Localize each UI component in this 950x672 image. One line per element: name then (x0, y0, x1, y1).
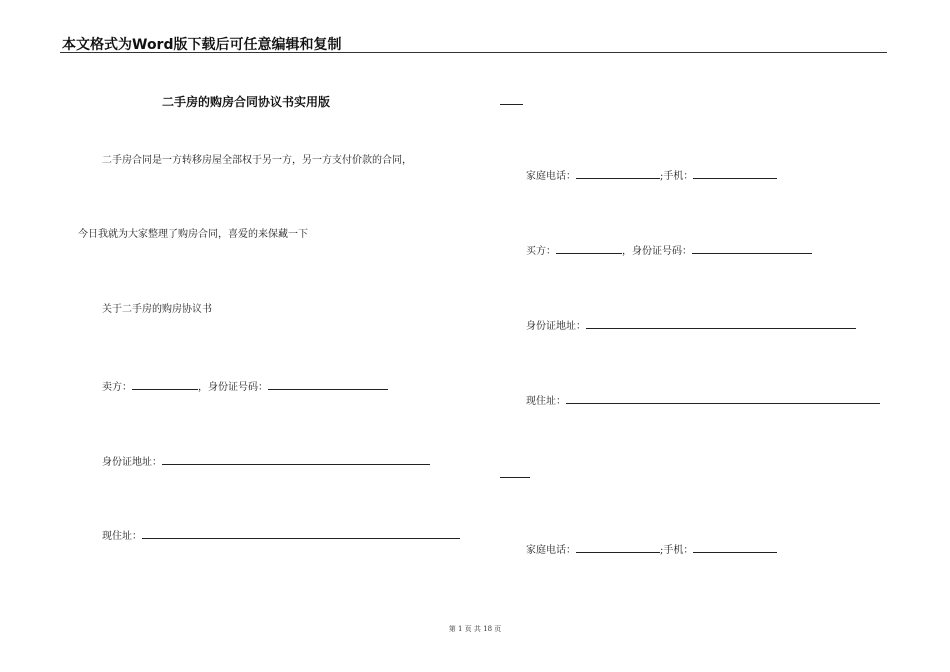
seller-id-address-label: 身份证地址： (102, 457, 162, 468)
buyer-id-address-row (526, 318, 856, 333)
page-total: 18 (483, 625, 493, 633)
mobile-label-2: ;手机： (660, 545, 694, 556)
home-phone-label-2: 家庭电话： (526, 545, 576, 556)
page-prefix: 第 (448, 625, 456, 633)
buyer-name-blank[interactable] (556, 243, 622, 254)
short-rule-top (500, 104, 523, 105)
header-title: 本文格式为Word版下载后可任意编辑和复制 (62, 37, 342, 53)
intro-line-1: 二手房合同是一方转移房屋全部权于另一方，另一方支付价款的合同， (102, 155, 412, 166)
buyer-current-address-blank[interactable] (566, 393, 880, 404)
seller-label: 卖方： (102, 382, 132, 393)
buyer-label: 买方： (526, 246, 556, 257)
mobile-blank-2[interactable] (693, 542, 777, 553)
buyer-row (526, 243, 812, 258)
seller-id-address-row (102, 454, 430, 469)
seller-current-address-label: 现住址： (102, 531, 142, 542)
buyer-id-address-label: 身份证地址： (526, 321, 586, 332)
buyer-id-blank[interactable] (692, 243, 812, 254)
seller-current-address-blank[interactable] (142, 528, 460, 539)
document-title: 二手房的购房合同协议书实用版 (162, 95, 331, 109)
mobile-blank-1[interactable] (693, 168, 777, 179)
seller-current-address-row (102, 528, 460, 543)
header-rule (60, 52, 887, 53)
home-phone-row-1 (526, 168, 777, 183)
page-footer (0, 624, 950, 634)
buyer-id-address-blank[interactable] (586, 318, 856, 329)
buyer-id-label: ，身份证号码： (622, 246, 692, 257)
short-rule-middle (500, 477, 530, 478)
home-phone-blank-2[interactable] (576, 542, 660, 553)
buyer-current-address-row (526, 393, 880, 408)
section-heading: 关于二手房的购房协议书 (102, 304, 212, 315)
page-current: 1 (457, 625, 463, 633)
seller-row (102, 379, 388, 394)
seller-id-blank[interactable] (268, 379, 388, 390)
page-middle: 页 共 (464, 625, 481, 633)
seller-name-blank[interactable] (132, 379, 198, 390)
buyer-current-address-label: 现住址： (526, 396, 566, 407)
home-phone-blank-1[interactable] (576, 168, 660, 179)
mobile-label-1: ;手机： (660, 171, 694, 182)
intro-line-2: 今日我就为大家整理了购房合同，喜爱的来保藏一下 (78, 229, 308, 240)
home-phone-row-2 (526, 542, 777, 557)
seller-id-address-blank[interactable] (162, 454, 430, 465)
seller-id-label: ，身份证号码： (198, 382, 268, 393)
page-suffix: 页 (494, 625, 502, 633)
home-phone-label-1: 家庭电话： (526, 171, 576, 182)
